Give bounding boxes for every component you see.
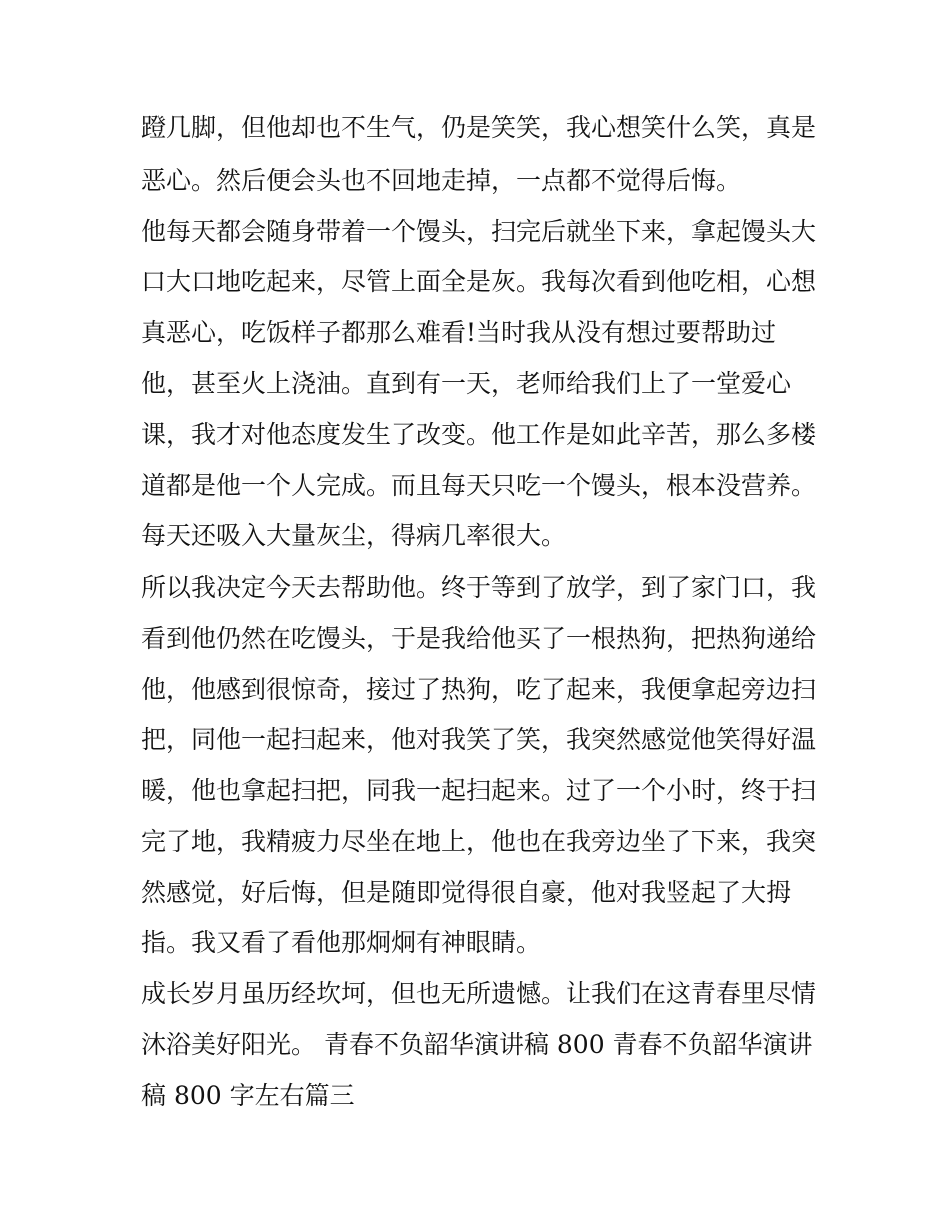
text-line: 暖，他也拿起扫把，同我一起扫起来。过了一个小时，终于扫 — [141, 776, 817, 805]
text-line: 所以我决定今天去帮助他。终于等到了放学，到了家门口，我 — [141, 573, 817, 602]
text-line: 完了地，我精疲力尽坐在地上，他也在我旁边坐了下来，我突 — [141, 827, 817, 856]
text-line: 每天还吸入大量灰尘，得病几率很大。 — [141, 521, 567, 550]
text-line: 恶心。然后便会头也不回地走掉，一点都不觉得后悔。 — [141, 166, 742, 195]
text-line: 把，同他一起扫起来，他对我笑了笑，我突然感觉他笑得好温 — [141, 725, 817, 754]
text-line: 课，我才对他态度发生了改变。他工作是如此辛苦，那么多楼 — [141, 420, 817, 449]
text-line: 道都是他一个人完成。而且每天只吃一个馒头，根本没营养。 — [141, 471, 817, 500]
text-line: 然感觉，好后悔，但是随即觉得很自豪，他对我竖起了大拇 — [141, 878, 792, 907]
text-line: 他，他感到很惊奇，接过了热狗，吃了起来，我便拿起旁边扫 — [141, 675, 817, 704]
text-line: 成长岁月虽历经坎坷，但也无所遗憾。让我们在这青春里尽情 — [141, 979, 817, 1008]
text-line: 他，甚至火上浇油。直到有一天，老师给我们上了一堂爱心 — [141, 369, 792, 398]
text-line: 指。我又看了看他那炯炯有神眼睛。 — [141, 928, 542, 957]
text-line: 口大口地吃起来，尽管上面全是灰。我每次看到他吃相，心想 — [141, 267, 817, 296]
text-line: 他每天都会随身带着一个馒头，扫完后就坐下来，拿起馒头大 — [141, 217, 817, 246]
text-line: 真恶心，吃饭样子都那么难看!当时我从没有想过要帮助过 — [141, 318, 777, 347]
text-line: 蹬几脚，但他却也不生气，仍是笑笑，我心想笑什么笑，真是 — [141, 113, 817, 142]
text-line: 稿 800 字左右篇三 — [141, 1081, 355, 1110]
text-line: 沐浴美好阳光。 青春不负韶华演讲稿 800 青春不负韶华演讲 — [141, 1030, 813, 1059]
text-line: 看到他仍然在吃馒头，于是我给他买了一根热狗，把热狗递给 — [141, 624, 817, 653]
